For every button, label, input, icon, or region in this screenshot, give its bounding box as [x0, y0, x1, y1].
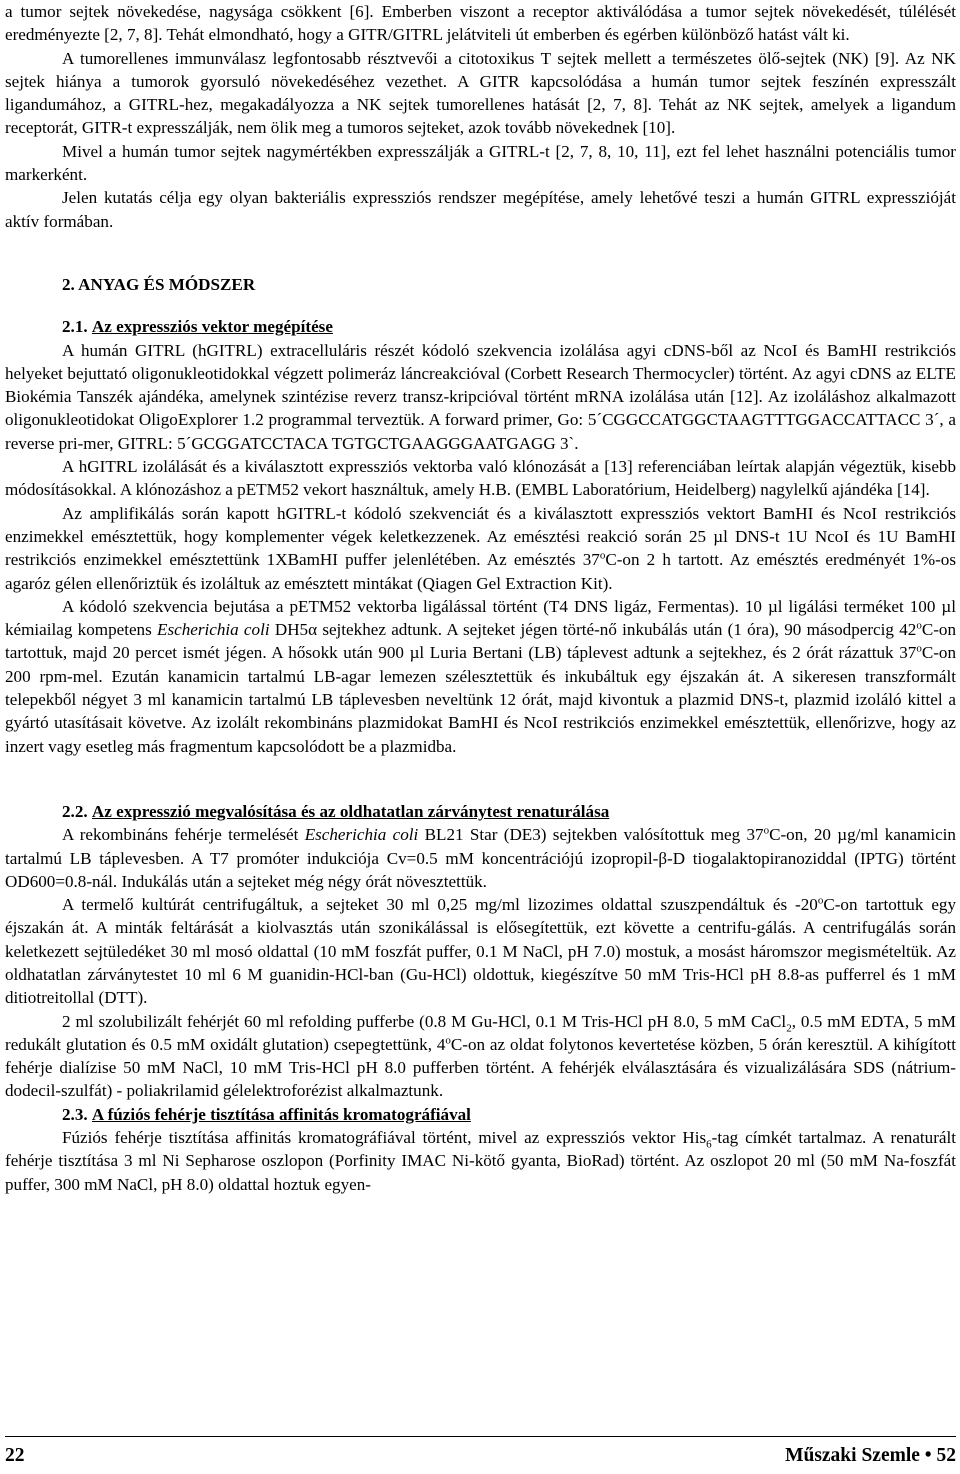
heading-number: 2.: [62, 274, 75, 294]
species-name: Escherichia coli: [304, 825, 419, 845]
article-body: [5, 0, 956, 1196]
paragraph-text: C-on tartottuk egy éjszakán át. A minták feltárását a kiolvasztás után szonikálással is elősegítettük, ezt követte a centrifu-gálás. A centrifugálás során keletkezett sejtüledéket 30 ml mosó oldattal (10 mM foszfát puffer, 0.1 M NaCl, pH 7.0) mostuk, a mosást háromszor megismételtük. Az oldhatatlan zárványtestet 10 ml 6 M guanidin-HCl-ban (Gu-HCl) oldottuk, kiegészítve 50 mM Tris-HCl pH 8.8-as pufferrel és 1 mM ditiotreitollal (DTT).: [5, 895, 956, 1008]
paragraph-text: A termelő kultúrát centrifugáltuk, a sejteket 30 ml 0,25 mg/ml lizozimes oldattal szuszpendáltuk és -20: [62, 895, 818, 915]
paragraph-text: DH5α sejtekhez adtunk. A sejteket jégen törté-nő inkubálás után (1 óra), 90 másodpercig 42: [269, 620, 917, 640]
heading-title: Az expresszió megvalósítása és az oldhatatlan zárványtest renaturálása: [91, 801, 610, 821]
script-text: o: [916, 642, 922, 655]
paragraph-text: -tag címkét tartalmaz. A renaturált fehérje tisztítása 3 ml Ni Sepharose oszlopon (Porfinity IMAC Ni-kötő gyanta, BioRad) történt. Az oszlopot 20 ml (50 mM Na-foszfát puffer, 300 mM NaCl, pH 8.0) oldattal hoztuk egyen-: [5, 1128, 956, 1194]
heading-title: Az expressziós vektor megépítése: [91, 317, 333, 337]
paragraph: [5, 1126, 956, 1196]
script-text: o: [599, 549, 606, 562]
page-footer: [5, 1436, 956, 1473]
paragraph-text: Jelen kutatás célja egy olyan bakteriális expressziós rendszer megépítése, amely lehetővé teszi a humán GITRL expresszióját aktív formában.: [5, 188, 956, 231]
paragraph-text: C-on, 20 µg/ml kanamicin tartalmú LB táplevesben. A T7 promóter indukciója Cv=0.5 mM koncentrációjú izopropil-β-D tiogalaktopiranoziddal (IPTG) történt OD600=0.8-nál. Indukálás után a sejteket még négy órát növesztettük.: [5, 825, 956, 891]
script-text: o: [916, 619, 922, 632]
script-text: 2: [786, 1021, 792, 1034]
paragraph: [5, 47, 956, 140]
heading-title: A fúziós fehérje tisztítása affinitás kromatográfiával: [91, 1104, 471, 1124]
subsection-heading: [5, 800, 956, 823]
paragraph-text: A kódoló szekvencia bejutása a pETM52 vektorba ligálással történt (T4 DNS ligáz, Fermentas). 10 µl ligálási terméket 100 µl kémiailag kompetens: [5, 596, 956, 640]
paragraph: [5, 1010, 956, 1103]
paragraph-text: BL21 Star (DE3) sejtekben valósítottuk meg 37: [418, 825, 764, 845]
heading-title: ANYAG ÉS MÓDSZER: [78, 274, 256, 294]
paragraph-text: C-on 200 rpm-mel. Ezután kanamicin tartalmú LB-agar lemezen szélesztettük és inkubáltuk egy éjszakán át. A sikeresen transzformált telepekből négyet 3 ml kanamicin tartalmú LB táplevesben neveltünk 12 órát, majd kivontuk a plazmid DNS-t, plazmid izoláló kittel a gyártó utasításait követve. Az izolált rekombináns plazmidokat BamHI és NcoI restrikciós enzimekkel emésztettük, ellenőrizve, hogy az inzert vagy esetleg más fragmentum kapcsolódott be a plazmidba.: [5, 643, 956, 756]
paragraph-text: , 0.5 mM EDTA, 5 mM redukált glutation és 0.5 mM oxidált glutation) csepegtettünk, 4: [5, 1011, 956, 1054]
page-number: 22: [5, 1445, 25, 1466]
paragraph: [5, 455, 956, 502]
paragraph-text: 2 ml szolubilizált fehérjét 60 ml refolding pufferbe (0.8 M Gu-HCl, 0.1 M Tris-HCl pH 8.0, 5 mM CaCl: [62, 1011, 787, 1031]
paragraph-text: C-on tartottuk, majd 20 percet ismét jégen. A hősokk után 900 µl Luria Bertani (LB) táplevest adtunk a sejtekhez, és 2 órát rázattuk 37: [5, 620, 956, 663]
paragraph: [5, 823, 956, 893]
paragraph-text: A humán GITRL (hGITRL) extracelluláris részét kódoló szekvencia izolálása agyi cDNS-ből az NcoI és BamHI restrikciós helyeket bejuttató oligonukleotidokkal végzett polimeráz láncreakcióval (Corbett Research Thermocycler) történt. Az agyi cDNS az ELTE Biokémia Tanszék ajándéka, amelynek szintézise reverz transz-kripcióval történt mRNA izolálása után [12]. Az izoláláshoz alkalmazott oligonukleotidokat OligoExplorer 1.2 programmal terveztük. A forward primer, Go: 5´CGGCCATGGCTAAGTTTGGACCATTACC 3´, a reverse pri-mer, GITRL: 5´GCGGATCCTACA TGTGCTGAAGGGAATGAGG 3`.: [5, 340, 956, 453]
script-text: o: [763, 824, 770, 837]
paragraph: [5, 595, 956, 758]
heading-number: 2.2.: [62, 801, 88, 821]
paragraph: [5, 339, 956, 455]
paragraph-text: Az amplifikálás során kapott hGITRL-t kódoló szekvenciát és a kiválasztott expressziós vektort BamHI és NcoI restrikciós enzimekkel emésztettük, hogy komplementer végek keletkezzenek. Az emésztési reakció során 25 µl DNS-t 1U NcoI és 1U BamHI restrikciós enzimekkel emésztettünk 1XBamHI puffer jelenlétében. Az emésztés 37: [5, 503, 956, 570]
paragraph: [5, 502, 956, 595]
paragraph-text: A hGITRL izolálását és a kiválasztott expressziós vektorba való klónozását a [13] referenciában leírtak alapján végeztük, kisebb módosításokkal. A klónozáshoz a pETM52 vekort használtuk, amely H.B. (EMBL Laboratórium, Heidelberg) nagylelkű ajándéka [14].: [5, 457, 956, 500]
section-heading: [5, 273, 956, 296]
script-text: 6: [706, 1138, 712, 1151]
paragraph-text: a tumor sejtek növekedése, nagysága csökkent [6]. Emberben viszont a receptor aktiválódása a tumor sejtek növekedését, túlélését eredményezte [2, 7, 8]. Tehát elmondható, hogy a GITR/GITRL jelátviteli út emberben és egérben különböző hatást vált ki.: [5, 2, 956, 45]
paragraph: [5, 140, 956, 187]
paragraph-text: A tumorellenes immunválasz legfontosabb résztvevői a citotoxikus T sejtek mellett a természetes ölő-sejtek (NK) [9]. Az NK sejtek hiánya a tumorok gyorsuló növekedéséhez vezethet. A GITR kapcsolódása a humán tumor sejtek feszínén expresszált ligandumához, a GITRL-hez, megakadályozza a NK sejtek tumorellenes hatását [2, 7, 8]. Tehát az NK sejtek, amelyek a ligandum receptorát, GITR-t expresszálják, nem ölik meg a tumoros sejteket, azok tovább növekednek [10].: [5, 48, 956, 138]
paragraph: [5, 0, 956, 47]
journal-name: Műszaki Szemle • 52: [785, 1445, 956, 1466]
subsection-heading: [5, 315, 956, 338]
paragraph-text: Fúziós fehérje tisztítása affinitás kromatográfiával történt, mivel az expressziós vektor His: [62, 1128, 707, 1148]
paragraph: [5, 893, 956, 1009]
heading-number: 2.1.: [62, 317, 88, 337]
species-name: Escherichia coli: [157, 620, 270, 640]
paragraph: [5, 186, 956, 233]
script-text: o: [817, 894, 824, 907]
script-text: o: [445, 1034, 451, 1047]
paragraph-text: C-on 2 h tartott. Az emésztés eredményét 1%-os agaróz gélen ellenőriztük és izoláltuk az emésztett mintákat (Qiagen Gel Extraction Kit).: [5, 550, 956, 593]
subsection-heading: [5, 1103, 956, 1126]
paragraph-text: C-on az oldat folytonos kevertetése közben, 5 órán keresztül. A kihígított fehérje dialízise 50 mM NaCl, 10 mM Tris-HCl pH 8.0 pufferben történt. A fehérjék elválasztására és vizualizálására SDS (nátrium-dodecil-szulfát) - poliakrilamid gélelektroforézist alkalmaztunk.: [5, 1034, 957, 1101]
paragraph-text: Mivel a humán tumor sejtek nagymértékben expresszálják a GITRL-t [2, 7, 8, 10, 11], ezt fel lehet használni potenciális tumor markerként.: [5, 141, 956, 185]
paragraph-text: A rekombináns fehérje termelését: [62, 825, 305, 845]
heading-number: 2.3.: [62, 1104, 88, 1124]
